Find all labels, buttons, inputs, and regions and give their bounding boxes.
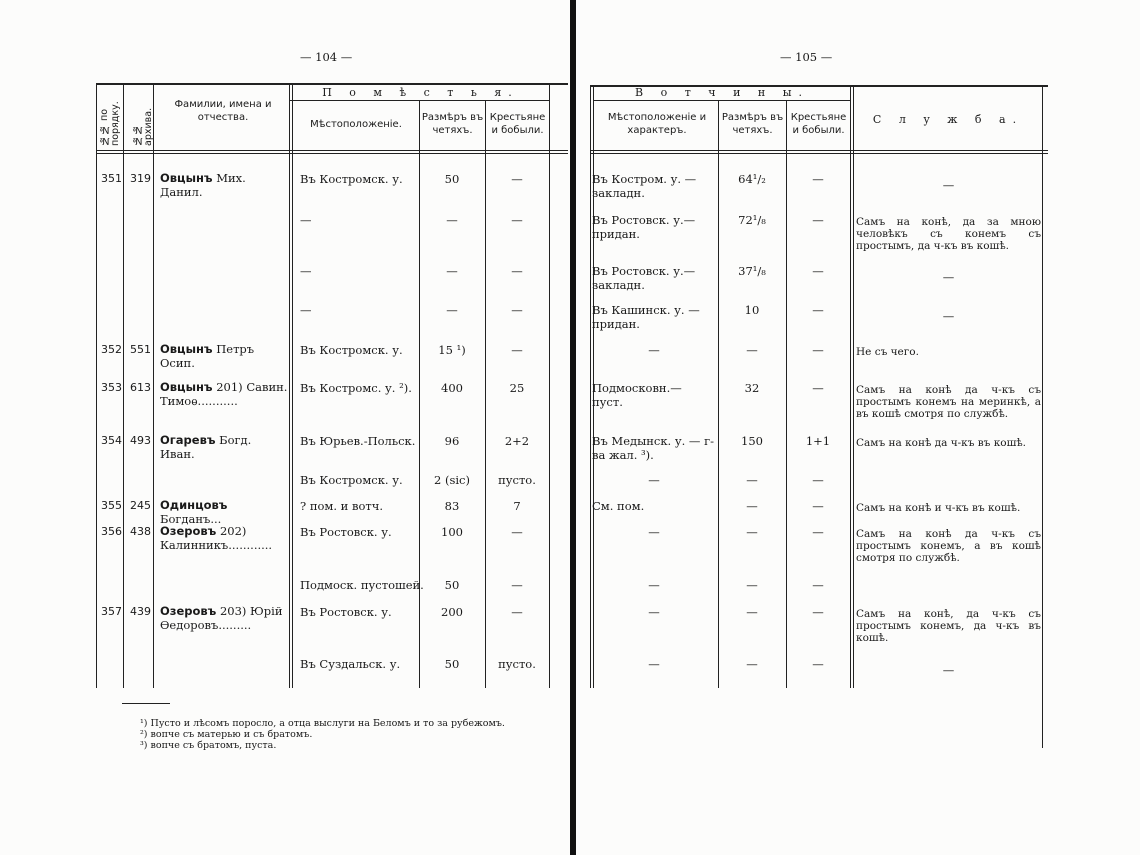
votchina-peasants: —: [812, 473, 824, 487]
pomestye-location: Въ Ростовск. у.: [300, 525, 392, 539]
given-name: Богданъ...: [160, 512, 222, 526]
person-name: [160, 498, 288, 526]
votchina-location: Въ Ростовск. у.— придан.: [592, 213, 696, 241]
votchina-peasants: —: [812, 657, 824, 671]
votchina-size: —: [746, 499, 758, 513]
pomestye-location: Въ Ростовск. у.: [300, 605, 392, 619]
votchina-location: —: [648, 605, 660, 619]
right-vline-3b: [853, 85, 854, 688]
surname: Озеровъ: [160, 604, 217, 618]
pomestye-size: 15 ¹): [438, 343, 466, 357]
votchina-peasants: —: [812, 381, 824, 395]
header-vot-size: Размѣръ въ четяхъ.: [721, 112, 784, 136]
votchina-size: 32: [744, 381, 760, 395]
votchina-location: См. пом.: [592, 499, 645, 513]
votchina-size: —: [746, 657, 758, 671]
footnote-separator: [122, 703, 170, 704]
row-number: 351: [101, 172, 122, 185]
votchina-size: —: [746, 578, 758, 592]
pomestye-peasants: —: [511, 525, 523, 539]
pomestye-size: —: [446, 213, 458, 227]
pomestye-size: 50: [444, 172, 460, 186]
row-number: 352: [101, 343, 122, 356]
service-text: Самъ на конѣ, да за мною человѣкъ съ конемъ съ простымъ, да ч-къ въ кошѣ.: [856, 216, 1041, 252]
votchina-location: —: [648, 657, 660, 671]
archive-number: 245: [130, 499, 151, 512]
archive-number: 438: [130, 525, 151, 538]
row-number: 355: [101, 499, 122, 512]
row-number: 354: [101, 434, 122, 447]
pomestye-size: 2 (sic): [434, 473, 470, 487]
left-vline-3b: [292, 83, 293, 688]
right-vline-4: [1042, 85, 1043, 748]
votchina-peasants: —: [812, 605, 824, 619]
pomestye-size: 200: [441, 605, 463, 619]
footnote-2: ²) вопче съ матерью и съ братомъ.: [140, 729, 313, 740]
pomestye-size: 400: [441, 381, 463, 395]
votchina-size: —: [746, 525, 758, 539]
surname: Огаревъ: [160, 433, 216, 447]
votchina-peasants: —: [812, 264, 824, 278]
votchina-size: —: [746, 605, 758, 619]
left-page-number: — 104 —: [300, 50, 353, 64]
archive-number: 319: [130, 172, 151, 185]
votchiny-subheader-rule: [593, 100, 850, 101]
pomestye-peasants: 2+2: [504, 434, 530, 448]
pomestye-location: Въ Костромск. у.: [300, 343, 403, 357]
header-row-number: №№ по порядку.: [99, 101, 121, 146]
left-header-rule: [96, 150, 568, 151]
left-vline-0: [96, 83, 97, 688]
pomestye-peasants: пусто.: [498, 473, 536, 487]
footnote-1: ¹) Пусто и лѣсомъ поросло, а отца выслуги на Беломъ и то за рубежомъ.: [140, 718, 505, 729]
votchina-size: 37¹/₈: [738, 264, 766, 278]
pomestye-size: 50: [444, 657, 460, 671]
votchina-location: —: [648, 343, 660, 357]
pomestye-peasants: —: [511, 213, 523, 227]
pomestye-location: ? пом. и вотч.: [300, 499, 384, 513]
votchina-location: —: [648, 473, 660, 487]
votchina-location: Въ Костром. у. — закладн.: [592, 172, 697, 200]
header-archive-number: №№ архива.: [132, 107, 154, 146]
pomestye-peasants: пусто.: [498, 657, 536, 671]
pomestye-size: 100: [441, 525, 463, 539]
right-vline-0: [590, 85, 591, 688]
left-vline-6: [549, 83, 550, 688]
left-table-top-rule: [96, 83, 568, 85]
pomestye-size: 83: [444, 499, 460, 513]
service-text: Самъ на конѣ да ч-къ съ простымъ конемъ, а въ кошѣ смотря по службѣ.: [856, 528, 1041, 564]
pomestye-peasants: 25: [509, 381, 525, 395]
archive-number: 551: [130, 343, 151, 356]
pomestye-peasants: —: [511, 264, 523, 278]
pomestye-location: Въ Костромск. у.: [300, 473, 403, 487]
service-text: Самъ на конѣ, да ч-къ съ простымъ конемъ, да ч-къ въ кошѣ.: [856, 608, 1041, 644]
person-name: [160, 524, 288, 552]
votchina-size: —: [746, 473, 758, 487]
surname: Овцынъ: [160, 171, 213, 185]
service-text: Самъ на конѣ и ч-къ въ кошѣ.: [856, 502, 1021, 514]
votchina-peasants: —: [812, 525, 824, 539]
votchina-location: Въ Медынск. у. — г-ва жал. ³).: [592, 434, 714, 462]
surname: Овцынъ: [160, 380, 213, 394]
person-name: [160, 433, 288, 461]
votchina-size: 64¹/₂: [738, 172, 766, 186]
header-names: Фамилии, имена и отчества.: [174, 99, 272, 123]
pomestye-peasants: —: [511, 172, 523, 186]
votchina-peasants: —: [812, 213, 824, 227]
header-vot-location: Мѣстоположеніе и характеръ.: [607, 112, 707, 136]
left-vline-1: [123, 83, 124, 688]
archive-number: 493: [130, 434, 151, 447]
votchina-size: 10: [744, 303, 760, 317]
person-name: [160, 171, 288, 199]
given-name: Петръ Осип.: [160, 342, 255, 370]
surname: Одинцовъ: [160, 498, 228, 512]
pomestye-location: —: [300, 303, 312, 317]
row-number: 357: [101, 605, 122, 618]
votchina-location: —: [648, 525, 660, 539]
person-name: [160, 604, 288, 632]
votchina-size: 72¹/₈: [738, 213, 766, 227]
person-name: [160, 342, 288, 370]
votchina-size: 150: [741, 434, 763, 448]
pomestye-location: —: [300, 264, 312, 278]
header-pomestya: П о м ѣ с т ь я.: [322, 86, 519, 99]
pomestye-peasants: —: [511, 343, 523, 357]
row-number: 353: [101, 381, 122, 394]
service-text: Не съ чего.: [856, 346, 919, 358]
given-name: 201) Савин. Тимоѳ...........: [160, 380, 288, 408]
service-text: —: [942, 178, 955, 192]
service-text: —: [942, 663, 955, 677]
right-vline-3: [850, 85, 851, 688]
votchina-peasants: 1+1: [805, 434, 831, 448]
votchina-peasants: —: [812, 172, 824, 186]
service-text: Самъ на конѣ да ч-къ въ кошѣ.: [856, 437, 1027, 449]
service-text: —: [942, 270, 955, 284]
left-vline-3: [289, 83, 290, 688]
row-number: 356: [101, 525, 122, 538]
pomestye-size: —: [446, 264, 458, 278]
votchina-peasants: —: [812, 303, 824, 317]
pomestye-location: Въ Юрьев.-Польск.: [300, 434, 416, 448]
pomestye-peasants: 7: [513, 499, 521, 513]
header-vot-peasants: Крестьяне и бобыли.: [790, 112, 847, 136]
given-name: 203) Юрій Ѳедоровъ.........: [160, 604, 283, 632]
service-text: —: [942, 309, 955, 323]
header-pom-size: Размѣръ въ четяхъ.: [421, 112, 484, 136]
pomestye-peasants: —: [511, 578, 523, 592]
votchina-location: —: [648, 578, 660, 592]
header-pom-location: Мѣстоположеніе.: [310, 119, 402, 130]
surname: Озеровъ: [160, 524, 217, 538]
archive-number: 439: [130, 605, 151, 618]
service-text: Самъ на конѣ да ч-къ съ простымъ конемъ на меринкѣ, а въ кошѣ смотря по службѣ.: [856, 384, 1041, 420]
given-name: Богд. Иван.: [160, 433, 252, 461]
pomestye-peasants: —: [511, 303, 523, 317]
votchina-peasants: —: [812, 343, 824, 357]
votchina-size: —: [746, 343, 758, 357]
right-page-number: — 105 —: [780, 50, 833, 64]
pomestye-size: 50: [444, 578, 460, 592]
pomestye-location: Въ Костромск. у.: [300, 172, 403, 186]
votchina-location: Въ Кашинск. у. — придан.: [592, 303, 700, 331]
votchina-location: Въ Ростовск. у.— закладн.: [592, 264, 696, 292]
pomestye-size: —: [446, 303, 458, 317]
pomestye-location: —: [300, 213, 312, 227]
header-votchiny: В о т ч и н ы.: [635, 86, 809, 99]
archive-number: 613: [130, 381, 151, 394]
right-header-rule: [590, 150, 1048, 151]
pomestye-location: Подмоск. пустошей.: [300, 578, 424, 592]
votchina-location: Подмосковн.— пуст.: [592, 381, 682, 409]
given-name: 202) Калинникъ............: [160, 524, 273, 552]
pomestye-size: 96: [444, 434, 460, 448]
header-service: С л у ж б а.: [872, 113, 1024, 126]
footnote-3: ³) вопче съ братомъ, пуста.: [140, 740, 277, 751]
header-pom-peasants: Крестьяне и бобыли.: [489, 112, 546, 136]
votchina-peasants: —: [812, 499, 824, 513]
right-header-rule-2: [590, 153, 1048, 154]
left-header-rule-2: [96, 153, 568, 154]
surname: Овцынъ: [160, 342, 213, 356]
votchina-peasants: —: [812, 578, 824, 592]
given-name: Мих. Данил.: [160, 171, 246, 199]
pomestye-location: Въ Костромс. у. ²).: [300, 381, 412, 395]
book-gutter: [570, 0, 576, 855]
pomestye-peasants: —: [511, 605, 523, 619]
left-vline-2: [153, 83, 154, 688]
person-name: [160, 380, 288, 408]
pomestye-location: Въ Суздальск. у.: [300, 657, 401, 671]
